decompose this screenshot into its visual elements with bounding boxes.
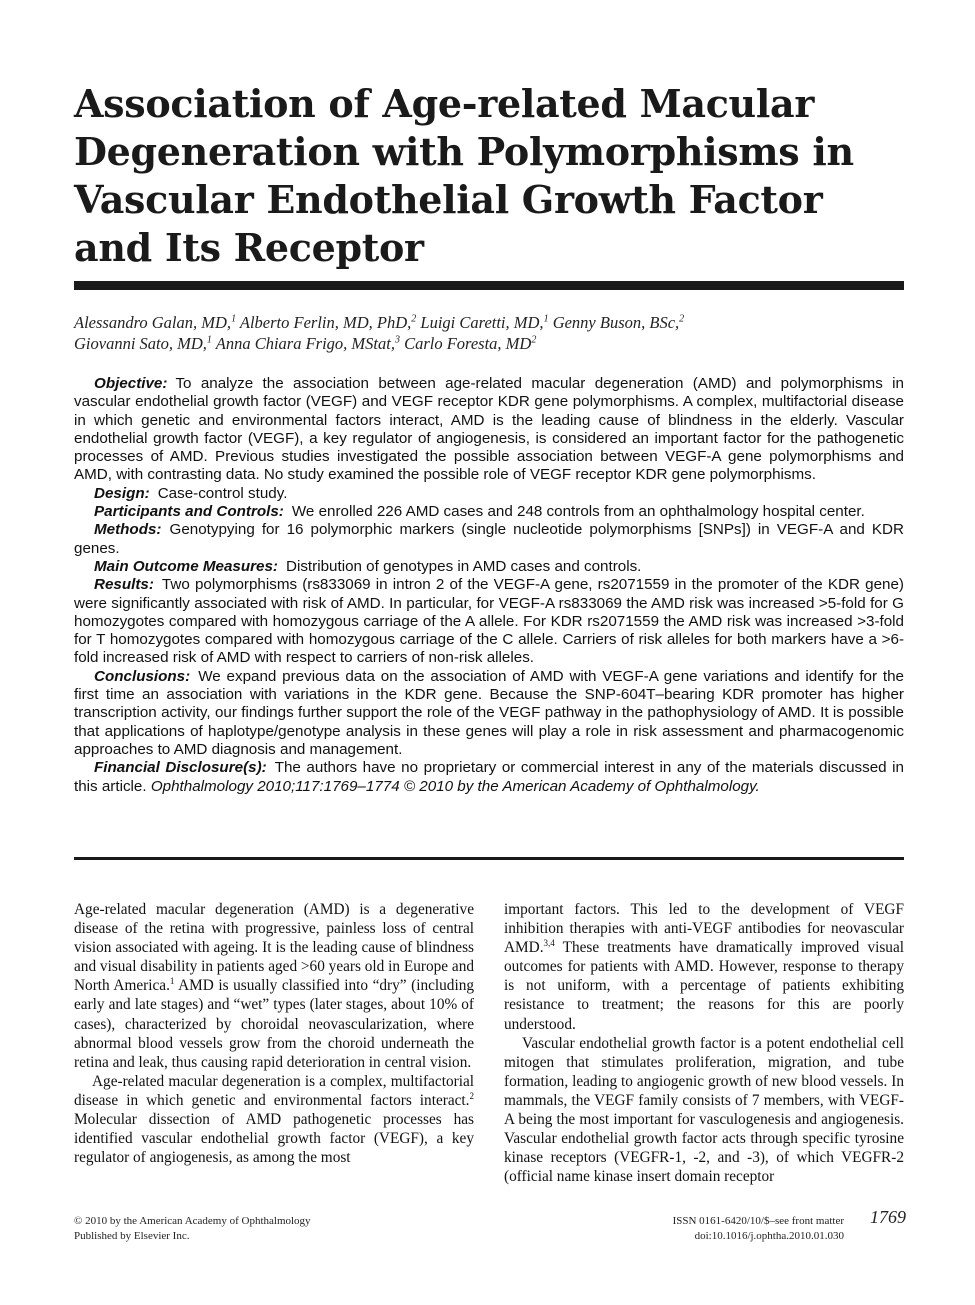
section-label: Conclusions:	[94, 667, 191, 685]
section-label: Main Outcome Measures:	[94, 557, 278, 575]
abstract	[74, 375, 904, 796]
section-text: To analyze the association between age-related macular degeneration (AMD) and polymorphisms in vascular endothelial growth factor (VEGF) and VEGF receptor KDR gene polymorphisms. A complex, multifactorial disease in which genetic and environmental factors interact, AMD is the leading cause of blindness in the elderly. Vascular endothelial growth factor (VEGF), a key regulator of angiogenesis, is considered an important factor for the pathogenetic processes of AMD. Previous studies investigated the possible association between VEGF-A gene polymorphisms and AMD, with contrasting data. No study examined the possible role of VEGF receptor KDR gene polymorphisms.	[74, 375, 904, 484]
publisher-line: Published by Elsevier Inc.	[74, 1230, 190, 1242]
title-rule	[74, 281, 904, 290]
body-text: AMD is usually classified into “dry” (including early and late stages) and “wet” types (later stages, about 10% of cases), characterized by choroidal neovascularization, where abnormal blood vessels grow from the choroid underneath the retina and leak, thus causing rapid deterioration in central vision.	[74, 977, 474, 1071]
body-column-left	[74, 900, 474, 1167]
author: Giovanni Sato, MD,	[74, 334, 207, 353]
section-label: Financial Disclosure(s):	[94, 759, 267, 777]
section-text: Distribution of genotypes in AMD cases and controls.	[286, 557, 642, 575]
section-label: Design:	[94, 484, 150, 502]
abstract-main-outcome	[74, 558, 904, 576]
abstract-methods	[74, 521, 904, 558]
section-text: The authors have no proprietary or commercial interest in any of the materials discussed in this article.	[74, 759, 904, 795]
abstract-rule	[74, 857, 904, 860]
section-text: We expand previous data on the association of AMD with VEGF-A gene variations and identify for the first time an association with variations in the KDR gene. Because the SNP-604T–bearing KDR promoter has higher transcription activity, our findings further support the role of the VEGF pathway in the pathophysiology of AMD. It is possible that applications of haplotype/genotype analysis in these genes will play a role in risk assessment and pharmacogenomic approaches to AMD diagnosis and management.	[74, 667, 904, 758]
section-label: Objective:	[94, 375, 168, 392]
issn-line: ISSN 0161-6420/10/$–see front matter	[672, 1215, 844, 1227]
abstract-results	[74, 576, 904, 667]
author: Luigi Caretti, MD,	[420, 313, 544, 332]
body-paragraph	[504, 900, 904, 1034]
section-label: Results:	[94, 576, 154, 594]
body-paragraph	[74, 900, 474, 1072]
body-text: Age-related macular degeneration is a complex, multifactorial disease in which genetic and environmental factors interact.	[74, 1072, 474, 1109]
body-paragraph: Vascular endothelial growth factor is a potent endothelial cell mitogen that stimulates proliferation, migration, and tube formation, leading to angiogenic growth of new blood vessels. In mammals, the VEGF family consists of 7 members, with VEGF-A being the most important for vasculogenesis and angiogenesis. Vascular endothelial growth factor acts through specific tyrosine kinase receptors (VEGFR-1, -2, and -3), of which VEGFR-2 (official name kinase insert domain receptor	[504, 1034, 904, 1186]
affiliation-mark: 2	[411, 313, 417, 325]
author: Alessandro Galan, MD,	[74, 313, 232, 332]
author: Carlo Foresta, MD	[404, 334, 532, 353]
body-text: Age-related macular degeneration (AMD) is a degenerative disease of the retina with progressive, painless loss of central vision associated with ageing. It is the leading cause of blindness and visual disability in patients aged >60 years old in Europe and North America.	[74, 901, 474, 995]
affiliation-mark: 2	[531, 334, 537, 346]
affiliation-mark: 1	[543, 313, 549, 325]
footer-copyright	[74, 1214, 474, 1244]
journal-citation: Ophthalmology 2010;117:1769–1774 © 2010 by the American Academy of Ophthalmology.	[150, 777, 760, 795]
abstract-participants	[74, 503, 904, 521]
copyright-line: © 2010 by the American Academy of Ophthalmology	[74, 1215, 311, 1227]
article-title: Association of Age-related Macular Degeneration with Polymorphisms in Vascular Endothelial Growth Factor and Its Receptor	[74, 81, 854, 270]
body-text: important factors. This led to the development of VEGF inhibition therapies with anti-VEGF antibodies for neovascular AMD.	[504, 901, 904, 957]
section-text: Two polymorphisms (rs833069 in intron 2 of the VEGF-A gene, rs2071559 in the promoter of the KDR gene) were significantly associated with risk of AMD. In particular, for VEGF-A rs833069 the AMD risk was increased >5-fold for G homozygotes compared with homozygous carriage of the A allele. For KDR rs2071559 the AMD risk was increased >3-fold for T homozygotes compared with homozygous carriage of the C allele. Carriers of risk alleles for both markers have a >6-fold increased risk of AMD with respect to carriers of non-risk alleles.	[74, 576, 904, 667]
page-number: 1769	[870, 1207, 906, 1227]
section-label: Participants and Controls:	[94, 503, 284, 521]
doi-line[interactable]: doi:10.1016/j.ophtha.2010.01.030	[694, 1230, 844, 1242]
abstract-design	[74, 485, 904, 503]
abstract-objective	[74, 375, 904, 485]
section-label: Methods:	[94, 521, 162, 539]
author-list	[74, 312, 904, 354]
reference-mark[interactable]: 1	[169, 976, 175, 987]
affiliation-mark: 1	[206, 334, 212, 346]
section-text: Case-control study.	[157, 484, 288, 502]
body-column-right	[504, 900, 904, 1186]
affiliation-mark: 3	[394, 334, 400, 346]
author: Anna Chiara Frigo, MStat,	[215, 334, 395, 353]
body-text: Molecular dissection of AMD pathogenetic processes has identified vascular endothelial growth factor (VEGF), a key regulator of angiogenesis, as among the most	[74, 1111, 474, 1167]
reference-mark[interactable]: 2	[469, 1090, 474, 1101]
author: Genny Buson, BSc,	[552, 313, 680, 332]
abstract-conclusions	[74, 668, 904, 759]
body-text: These treatments have dramatically improved visual outcomes for patients with AMD. However, response to therapy is not uniform, with a percentage of patients exhibiting resistance to treatment; the reasons for this are poorly understood.	[504, 939, 904, 1033]
body-paragraph	[74, 1072, 474, 1167]
affiliation-mark: 1	[231, 313, 237, 325]
section-text: Genotypying for 16 polymorphic markers (single nucleotide polymorphisms [SNPs]) in VEGF-A and KDR genes.	[74, 521, 904, 557]
footer-identifiers	[524, 1214, 844, 1244]
reference-mark[interactable]: 3,4	[543, 938, 555, 949]
author: Alberto Ferlin, MD, PhD,	[239, 313, 412, 332]
section-text: We enrolled 226 AMD cases and 248 controls from an ophthalmology hospital center.	[291, 503, 865, 521]
affiliation-mark: 2	[679, 313, 685, 325]
abstract-financial	[74, 759, 904, 796]
